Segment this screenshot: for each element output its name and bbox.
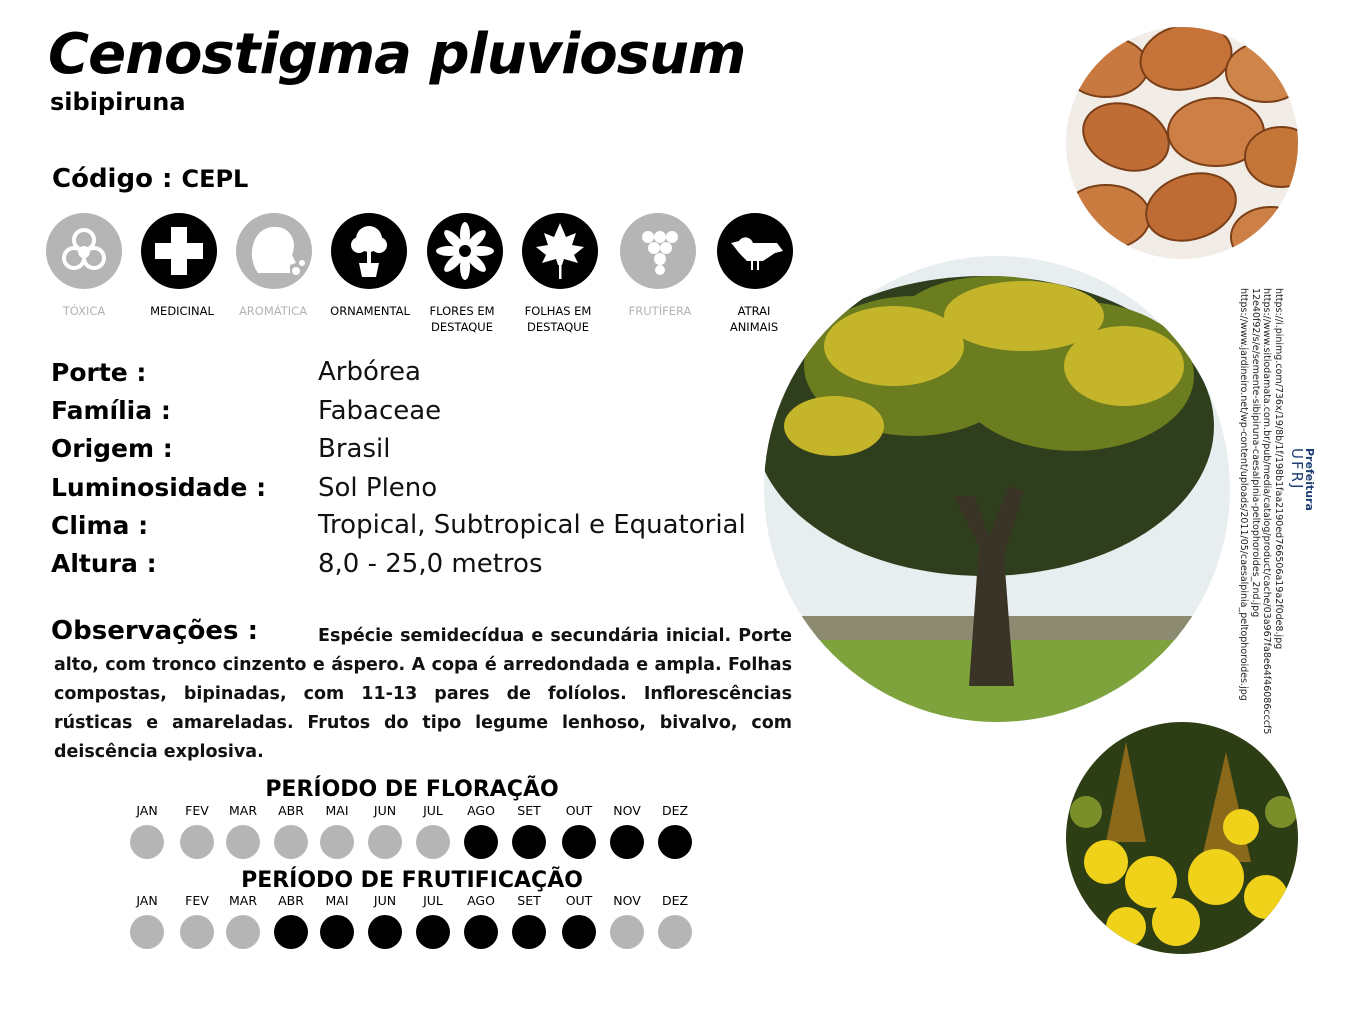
- fruiting-month-dot: [226, 915, 260, 949]
- image-credits: [1238, 288, 1284, 735]
- month-label: FEV: [185, 803, 209, 818]
- month-label: MAR: [228, 803, 258, 818]
- flowering-month-dot: [464, 825, 498, 859]
- month-label: MAR: [228, 893, 258, 908]
- icon-label-ornamental: ORNAMENTAL: [330, 304, 410, 318]
- flowering-month-dot: [610, 825, 644, 859]
- fruiting-month-dot: [562, 915, 596, 949]
- code-row: [52, 164, 248, 194]
- logo-line1: Prefeitura: [1303, 448, 1316, 511]
- month-label: SET: [517, 803, 541, 818]
- flowering-month-dot: [180, 825, 214, 859]
- month-label: AGO: [467, 893, 495, 908]
- flowering-month-dot: [562, 825, 596, 859]
- month-label: JUN: [373, 893, 397, 908]
- code-label: Código :: [52, 164, 173, 194]
- flowering-month-dot: [368, 825, 402, 859]
- fruiting-title: PERÍODO DE FRUTIFICAÇÃO: [241, 868, 583, 893]
- month-label: OUT: [565, 893, 593, 908]
- flowering-month-dot: [320, 825, 354, 859]
- fruiting-month-dot: [610, 915, 644, 949]
- flowering-month-dot: [274, 825, 308, 859]
- month-label: NOV: [613, 803, 641, 818]
- credit-line[interactable]: 12e40f92/s/e/semente-sibipiruna-caesalpinia-peltophoroides_2nd.jpg: [1250, 288, 1261, 618]
- month-label: AGO: [467, 803, 495, 818]
- biohazard-icon: [46, 213, 122, 289]
- luminosidade-label: Luminosidade :: [51, 473, 267, 502]
- credit-line[interactable]: https://www.sitiodamata.com.br/pub/media/catalog/product/cache/03a967fa8e64f46086cccf5: [1261, 288, 1273, 735]
- porte-label: Porte :: [51, 358, 147, 387]
- observations-text: Espécie semidecídua e secundária inicial. Porte alto, com tronco cinzento e áspero. A copa é arredondada e ampla. Folhas compostas, bipinadas, com 11-13 pares de folíolos. Inflorescências rústicas e amareladas. Frutos do tipo legume lenhoso, bivalvo, com deiscência explosiva.: [54, 626, 792, 762]
- month-label: DEZ: [661, 893, 689, 908]
- flowers-photo: [1066, 722, 1298, 954]
- fruiting-month-dot: [180, 915, 214, 949]
- flowering-month-dot: [512, 825, 546, 859]
- fruiting-month-dot: [464, 915, 498, 949]
- fruiting-month-dot: [416, 915, 450, 949]
- leaf-icon: [522, 213, 598, 289]
- medical-cross-icon: [141, 213, 217, 289]
- grapes-icon: [620, 213, 696, 289]
- tree-photo: [764, 256, 1230, 722]
- month-label: JAN: [136, 803, 158, 818]
- clima-label: Clima :: [51, 511, 149, 540]
- fruiting-month-dot: [274, 915, 308, 949]
- prefeitura-ufrj-logo: [1286, 448, 1316, 558]
- clima-value: Tropical, Subtropical e Equatorial: [318, 510, 746, 540]
- fruiting-month-dot: [368, 915, 402, 949]
- fruiting-month-dot: [658, 915, 692, 949]
- aroma-head-icon: [236, 213, 312, 289]
- logo-line2: UFRJ: [1288, 448, 1306, 491]
- month-label: MAI: [325, 893, 349, 908]
- familia-value: Fabaceae: [318, 396, 442, 426]
- month-label: JUL: [423, 803, 443, 818]
- fruiting-month-dot: [512, 915, 546, 949]
- icon-label-aromatica: AROMÁTICA: [238, 304, 308, 318]
- potted-tree-icon: [331, 213, 407, 289]
- altura-label: Altura :: [51, 549, 157, 578]
- code-value: CEPL: [181, 165, 249, 193]
- month-label: ABR: [278, 803, 304, 818]
- scientific-name-title: Cenostigma pluviosum: [48, 22, 746, 87]
- common-name: sibipiruna: [50, 88, 186, 116]
- origem-label: Origem :: [51, 434, 173, 463]
- origem-value: Brasil: [318, 434, 391, 464]
- icon-label-folhas: FOLHAS EM DESTAQUE: [524, 304, 592, 334]
- icon-label-flores: FLORES EM DESTAQUE: [429, 304, 495, 334]
- familia-label: Família :: [51, 396, 171, 425]
- credit-line[interactable]: https://i.pinimg.com/736x/19/8b/1f/198b1faa2190ed766506a19a2f0de8.jpg: [1273, 288, 1284, 650]
- icon-label-medicinal: MEDICINAL: [150, 304, 214, 318]
- icon-label-toxica: TÓXICA: [62, 304, 106, 318]
- flowering-title: PERÍODO DE FLORAÇÃO: [265, 777, 559, 802]
- bird-icon: [717, 213, 793, 289]
- luminosidade-value: Sol Pleno: [318, 473, 438, 503]
- seeds-photo: [1066, 27, 1298, 259]
- flowering-month-dot: [226, 825, 260, 859]
- month-label: JUN: [373, 803, 397, 818]
- icon-label-atrai-animais: ATRAI ANIMAIS: [729, 304, 779, 334]
- flowering-month-dot: [130, 825, 164, 859]
- flowering-month-dot: [416, 825, 450, 859]
- credit-line[interactable]: https://www.jardineiro.net/wp-content/uploads/2011/05/caesalpinia_peltophoroides.jpg: [1238, 288, 1250, 701]
- month-label: FEV: [185, 893, 209, 908]
- porte-value: Arbórea: [318, 357, 421, 387]
- month-label: MAI: [325, 803, 349, 818]
- month-label: SET: [517, 893, 541, 908]
- fruiting-month-dot: [320, 915, 354, 949]
- month-label: JAN: [136, 893, 158, 908]
- fruiting-month-dot: [130, 915, 164, 949]
- month-label: DEZ: [661, 803, 689, 818]
- month-label: NOV: [613, 893, 641, 908]
- flower-icon: [427, 213, 503, 289]
- flowering-month-dot: [658, 825, 692, 859]
- observations-label: Observações :: [51, 616, 258, 646]
- icon-label-frutifera: FRUTÍFERA: [628, 304, 692, 318]
- altura-value: 8,0 - 25,0 metros: [318, 549, 543, 579]
- month-label: ABR: [278, 893, 304, 908]
- month-label: JUL: [423, 893, 443, 908]
- month-label: OUT: [565, 803, 593, 818]
